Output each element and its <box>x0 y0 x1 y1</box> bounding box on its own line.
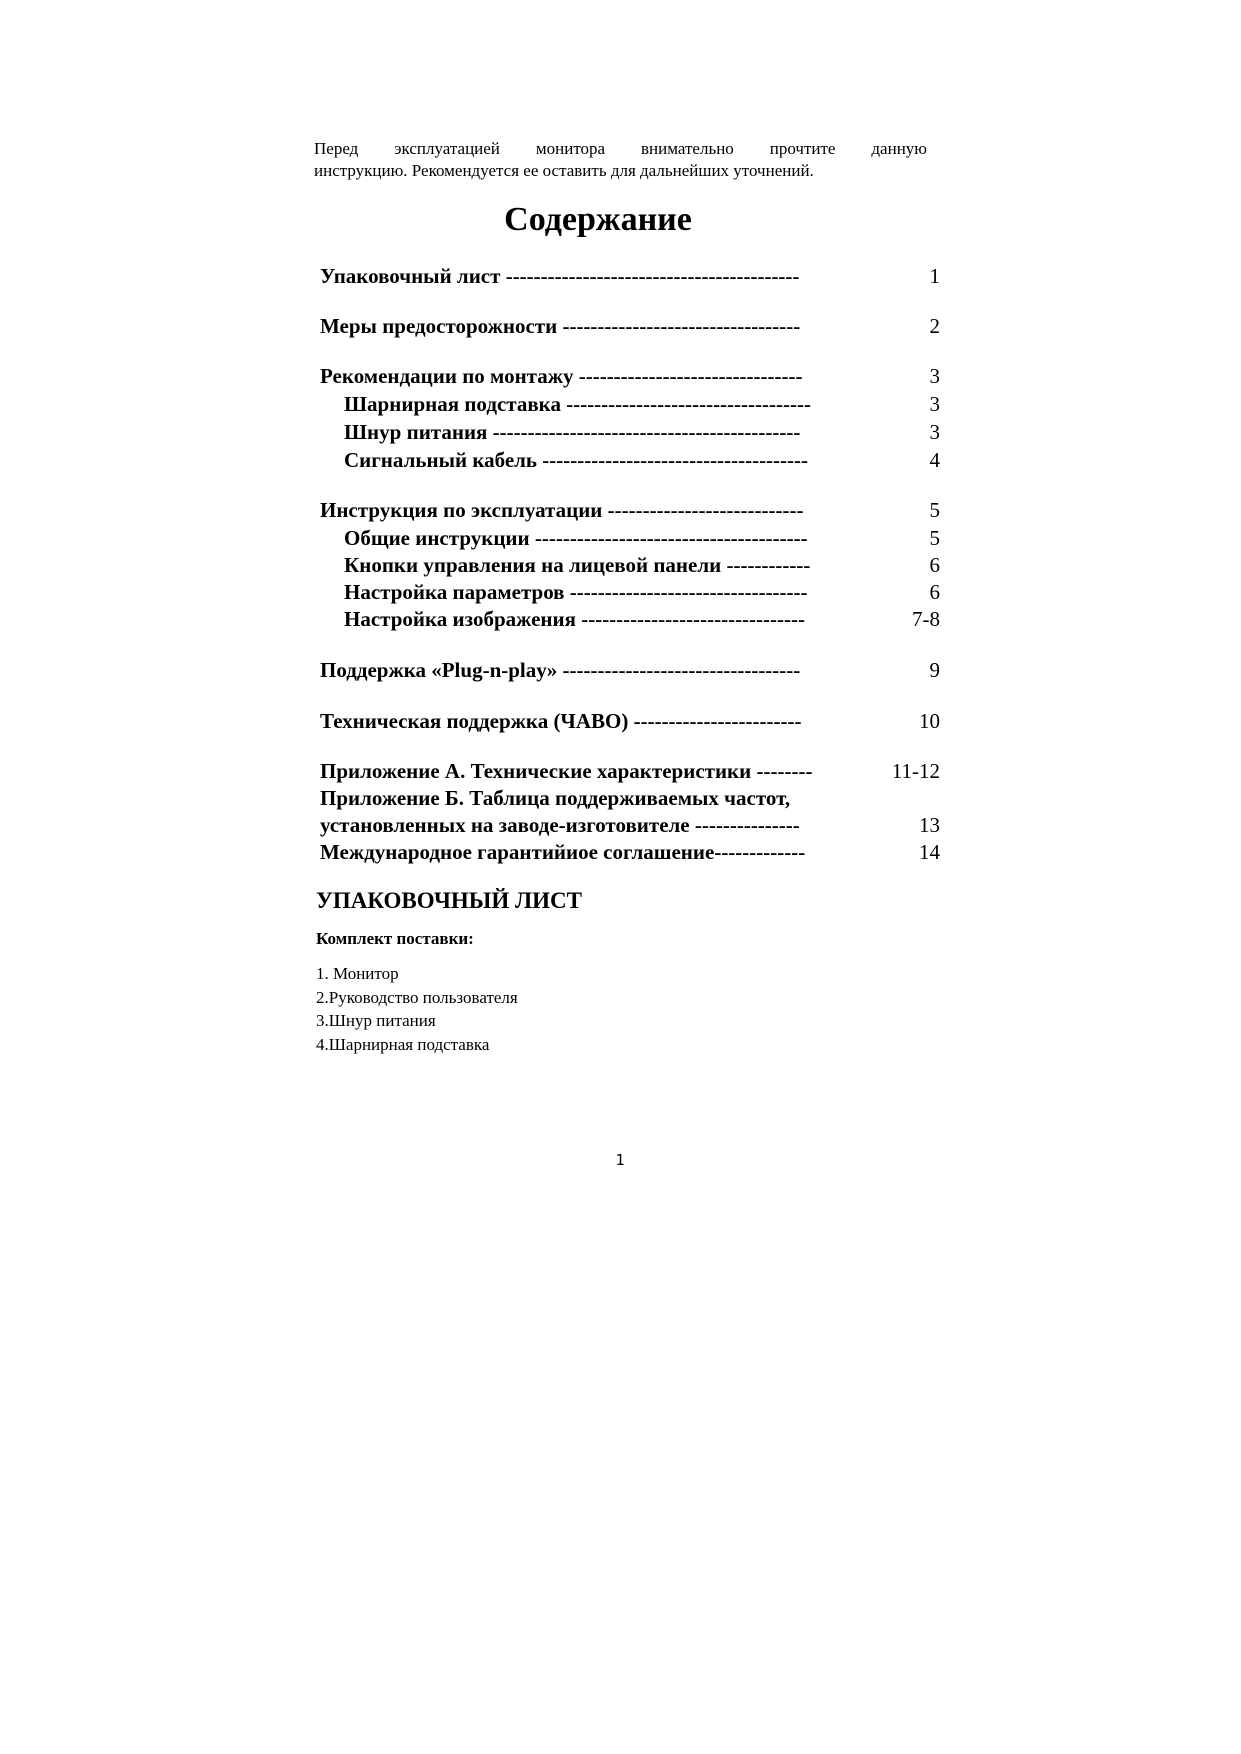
toc-entry-text: Настройка изображения -------------------------------- <box>344 607 805 631</box>
toc-entry-page: 1 <box>929 264 940 288</box>
toc-entry-page: 6 <box>929 580 940 604</box>
toc-entry-text: Поддержка «Plug-n-play» ---------------------------------- <box>320 658 801 682</box>
toc-entry-text: Сигнальный кабель -------------------------------------- <box>344 448 809 472</box>
toc-entry-text: установленных на заводе-изготовителе --------------- <box>320 813 800 837</box>
toc-entry-page: 13 <box>919 813 940 837</box>
toc-entry-mounting <box>320 362 940 390</box>
toc-entry-operating-instructions <box>320 496 940 524</box>
toc-entry-appendix-b-cont <box>320 811 940 839</box>
kit-label: Комплект поставки: <box>316 929 474 948</box>
toc-entry-power-cord <box>320 418 940 446</box>
toc-entry-page: 5 <box>929 526 940 550</box>
intro-line-1: Перед эксплуатацией монитора внимательно прочтите данную <box>314 139 927 158</box>
toc-entry-page: 9 <box>929 658 940 682</box>
toc-entry-general-instructions <box>320 524 940 552</box>
toc-entry-page: 3 <box>929 392 940 416</box>
intro-paragraph <box>314 138 927 182</box>
toc-entry-warranty <box>320 838 940 866</box>
list-item: 4.Шарнирная подставка <box>316 1034 490 1054</box>
toc-entry-text: Международное гарантийиое соглашение------------- <box>320 840 806 864</box>
toc-entry-page: 3 <box>929 420 940 444</box>
toc-entry-tech-support <box>320 707 940 735</box>
toc-entry-text: Рекомендации по монтажу -------------------------------- <box>320 364 803 388</box>
toc-title: Содержание <box>504 201 692 238</box>
page-number: 1 <box>615 1151 625 1169</box>
packing-list-heading: УПАКОВОЧНЫЙ ЛИСТ <box>316 888 583 913</box>
toc-entry-page: 2 <box>929 314 940 338</box>
toc-entry-text: Приложение Б. Таблица поддерживаемых частот, <box>320 786 791 810</box>
toc-entry-text: Кнопки управления на лицевой панели ------------ <box>344 553 811 577</box>
toc-entry-page: 4 <box>929 448 940 472</box>
toc-entry-page: 7-8 <box>912 607 940 631</box>
kit-list <box>316 962 518 1056</box>
toc-entry-text: Приложение А. Технические характеристики -------- <box>320 759 813 783</box>
toc-entry-plug-n-play <box>320 656 940 684</box>
toc-entry-page: 3 <box>929 364 940 388</box>
toc-entry-signal-cable <box>320 446 940 474</box>
toc-entry-text: Шарнирная подставка ----------------------------------- <box>344 392 811 416</box>
list-item: 2.Руководство пользователя <box>316 987 518 1007</box>
intro-line-2: инструкцию. Рекомендуется ее оставить для дальнейших уточнений. <box>314 161 814 180</box>
toc-entry-image-settings <box>320 605 940 633</box>
toc-entry-text: Меры предосторожности ---------------------------------- <box>320 314 801 338</box>
toc-entry-hinged-stand <box>320 390 940 418</box>
toc-entry-page: 10 <box>919 709 940 733</box>
toc-entry-packing-list <box>320 262 940 290</box>
toc-entry-appendix-b <box>320 784 940 812</box>
toc-entry-page: 14 <box>919 840 940 864</box>
toc-entry-text: Настройка параметров ---------------------------------- <box>344 580 808 604</box>
toc-entry-page: 5 <box>929 498 940 522</box>
toc-entry-page: 11-12 <box>891 759 940 783</box>
toc-entry-text: Общие инструкции --------------------------------------- <box>344 526 808 550</box>
toc-entry-parameter-settings <box>320 578 940 606</box>
toc-entry-text: Шнур питания -------------------------------------------- <box>344 420 801 444</box>
toc-entry-appendix-a <box>320 757 940 785</box>
toc-entry-text: Инструкция по эксплуатации ---------------------------- <box>320 498 804 522</box>
toc-entry-front-panel-buttons <box>320 551 940 579</box>
toc-entry-precautions <box>320 312 940 340</box>
list-item: 1. Монитор <box>316 964 399 983</box>
list-item: 3.Шнур питания <box>316 1011 436 1030</box>
toc-entry-text: Техническая поддержка (ЧАВО) ------------------------ <box>320 709 802 733</box>
toc-entry-text: Упаковочный лист ------------------------------------------ <box>320 264 800 288</box>
toc-entry-page: 6 <box>929 553 940 577</box>
